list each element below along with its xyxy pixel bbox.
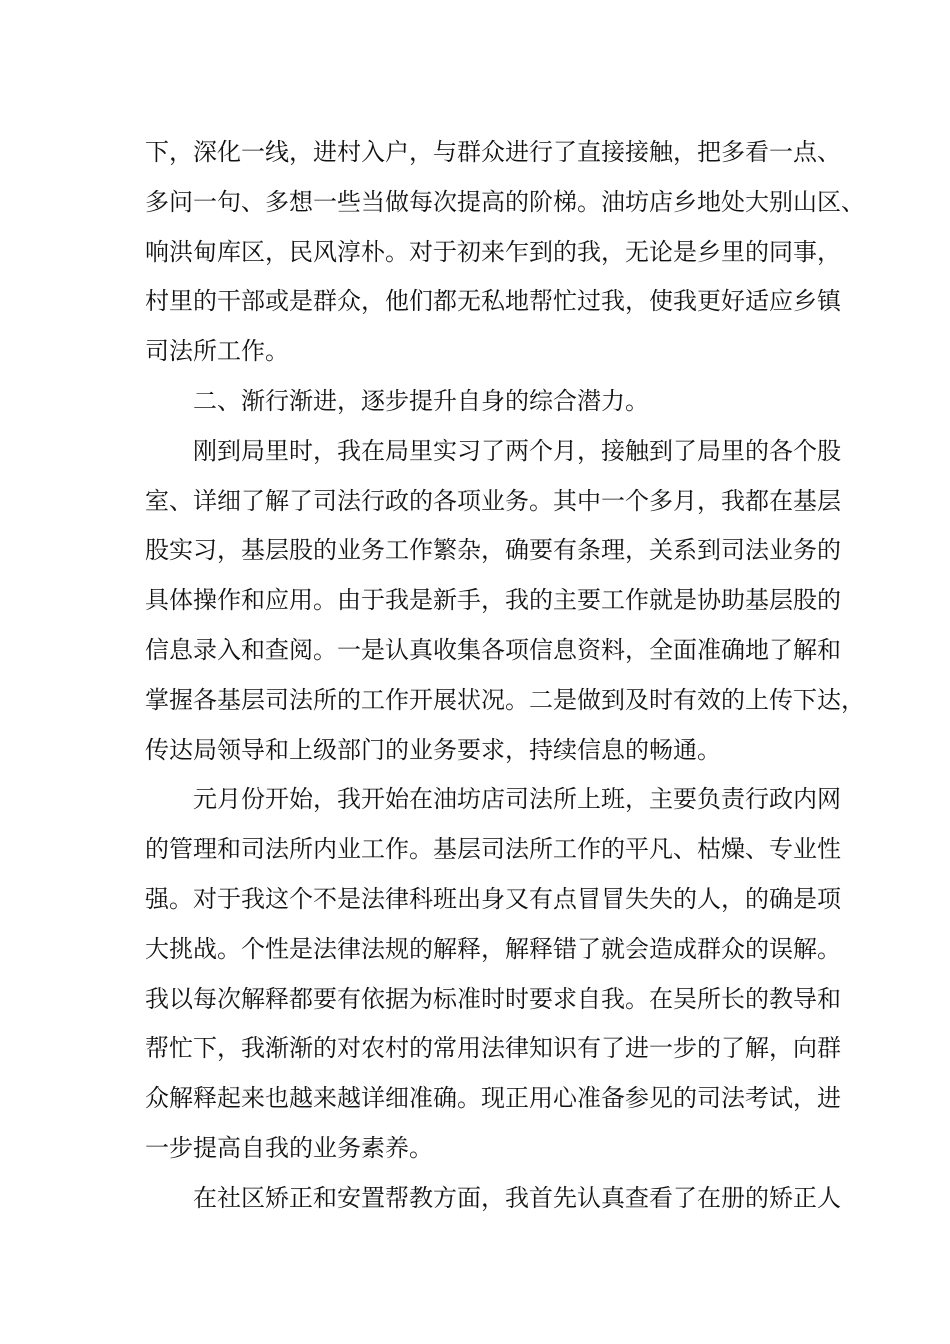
text-line: 众解释起来也越来越详细准确。现正用心准备参见的司法考试，进	[145, 1084, 841, 1113]
text-line: 司法所工作。	[145, 337, 289, 366]
text-line: 大挑战。个性是法律法规的解释，解释错了就会造成群众的误解。	[145, 934, 841, 963]
text-line: 我以每次解释都要有依据为标准时时要求自我。在吴所长的教导和	[145, 984, 841, 1013]
text-line: 一步提高自我的业务素养。	[145, 1133, 433, 1162]
text-line: 的管理和司法所内业工作。基层司法所工作的平凡、枯燥、专业性	[145, 835, 841, 864]
section-heading: 二、渐行渐进，逐步提升自身的综合潜力。	[193, 386, 649, 415]
body-text	[145, 128, 865, 1224]
paragraph-start-line: 在社区矫正和安置帮教方面，我首先认真查看了在册的矫正人	[193, 1183, 841, 1212]
text-line: 信息录入和查阅。一是认真收集各项信息资料，全面准确地了解和	[145, 635, 841, 664]
text-line: 下，深化一线，进村入户，与群众进行了直接接触，把多看一点、	[145, 138, 841, 166]
text-line: 强。对于我这个不是法律科班出身又有点冒冒失失的人，的确是项	[145, 884, 841, 913]
text-line: 响洪甸库区，民风淳朴。对于初来乍到的我，无论是乡里的同事，	[145, 237, 841, 266]
text-line: 掌握各基层司法所的工作开展状况。二是做到及时有效的上传下达，	[145, 685, 865, 714]
text-line: 股实习，基层股的业务工作繁杂，确要有条理，关系到司法业务的	[145, 536, 841, 565]
text-line: 具体操作和应用。由于我是新手，我的主要工作就是协助基层股的	[145, 586, 841, 615]
paragraph-start-line: 刚到局里时，我在局里实习了两个月，接触到了局里的各个股	[193, 436, 841, 465]
paragraph-start-line: 元月份开始，我开始在油坊店司法所上班，主要负责行政内网	[193, 785, 841, 814]
text-line: 帮忙下，我渐渐的对农村的常用法律知识有了进一步的了解，向群	[145, 1034, 841, 1063]
text-line: 多问一句、多想一些当做每次提高的阶梯。油坊店乡地处大别山区、	[145, 187, 865, 216]
text-line: 村里的干部或是群众，他们都无私地帮忙过我，使我更好适应乡镇	[145, 287, 841, 316]
text-line: 室、详细了解了司法行政的各项业务。其中一个多月，我都在基层	[145, 486, 841, 515]
text-line: 传达局领导和上级部门的业务要求，持续信息的畅通。	[145, 735, 721, 764]
